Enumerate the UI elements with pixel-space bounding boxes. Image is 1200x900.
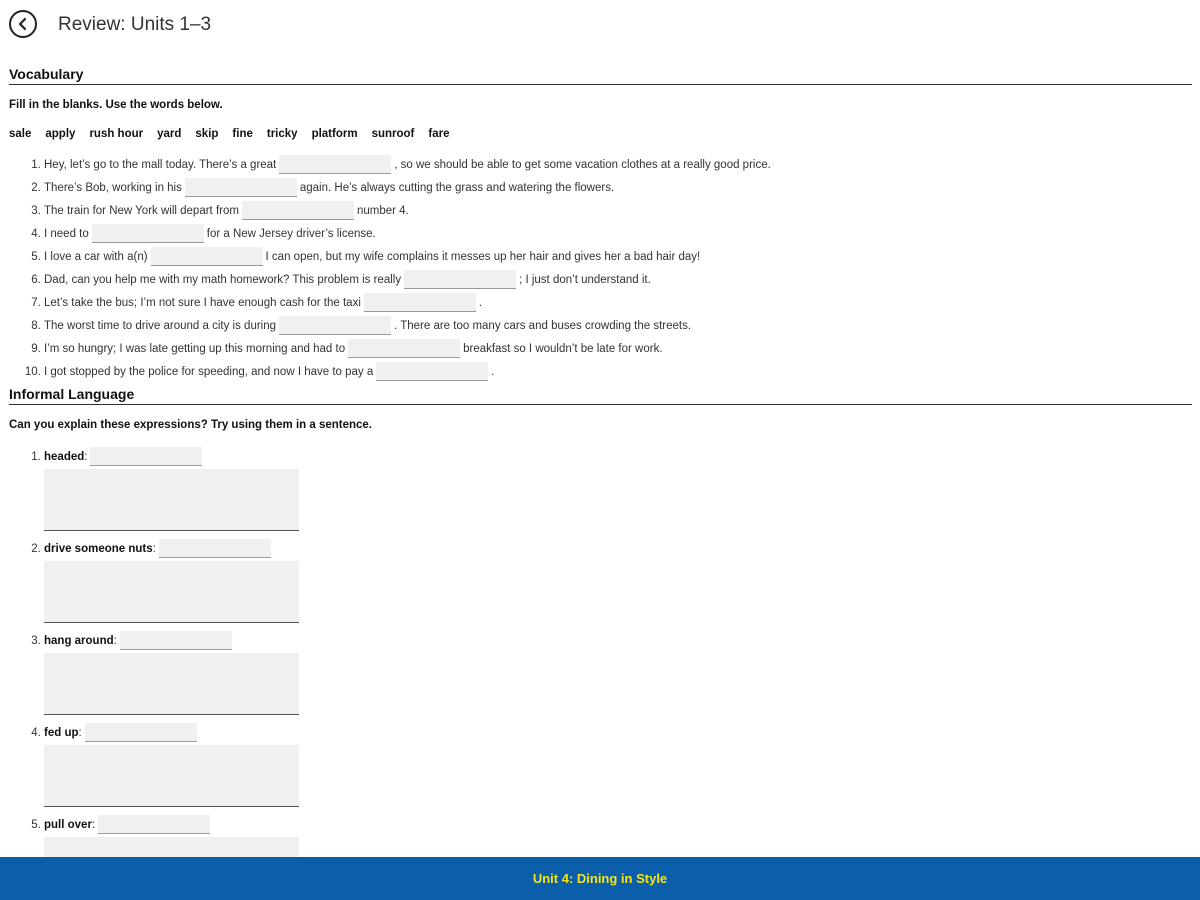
word-bank (9, 128, 1200, 140)
expression-sentence-textarea[interactable] (44, 653, 299, 715)
vocabulary-item (44, 338, 1200, 361)
vocabulary-item (44, 269, 1200, 292)
vocabulary-item (44, 246, 1200, 269)
expression-term: fed up (44, 727, 79, 739)
content-scroll-area[interactable] (0, 52, 1200, 857)
expression-colon: : (84, 451, 88, 463)
sentence-start: I need to (44, 228, 89, 240)
page-title: Review: Units 1–3 (58, 14, 212, 35)
vocabulary-item (44, 315, 1200, 338)
sentence-start: Hey, let’s go to the mall today. There’s a great (44, 159, 277, 171)
vocabulary-item (44, 200, 1200, 223)
expression-sentence-textarea[interactable] (44, 837, 299, 857)
sentence-start: There’s Bob, working in his (44, 182, 182, 194)
word-bank-word: fare (428, 128, 450, 140)
informal-language-instructions: Can you explain these expressions? Try using them in a sentence. (9, 419, 373, 431)
word-bank-word: rush hour (89, 128, 144, 140)
blank-answer-input[interactable] (151, 247, 263, 266)
vocabulary-item (44, 292, 1200, 315)
sentence-end: breakfast so I wouldn’t be late for work. (463, 343, 663, 355)
next-unit-bar[interactable] (0, 857, 1200, 900)
expression-term: drive someone nuts (44, 543, 153, 555)
word-bank-word: sale (9, 128, 32, 140)
blank-answer-input[interactable] (404, 270, 516, 289)
expression-meaning-input[interactable] (159, 539, 271, 558)
blank-answer-input[interactable] (279, 155, 391, 174)
vocabulary-instructions: Fill in the blanks. Use the words below. (9, 99, 223, 111)
word-bank-word: apply (45, 128, 76, 140)
expression-item (44, 537, 1200, 623)
sentence-end: number 4. (356, 205, 409, 217)
expression-meaning-input[interactable] (120, 631, 232, 650)
expression-term: pull over (44, 819, 92, 831)
word-bank-word: skip (195, 128, 219, 140)
blank-answer-input[interactable] (348, 339, 460, 358)
word-bank-word: yard (157, 128, 182, 140)
sentence-end: , so we should be able to get some vacation clothes at a really good price. (394, 159, 771, 171)
blank-answer-input[interactable] (242, 201, 354, 220)
header (0, 0, 1200, 52)
expression-item (44, 721, 1200, 807)
expression-colon: : (91, 819, 96, 831)
word-bank-word: platform (311, 128, 358, 140)
vocabulary-exercise-list (0, 154, 1200, 384)
expression-colon: : (113, 635, 117, 647)
expression-item (44, 813, 1200, 857)
expression-line (44, 721, 1200, 745)
expression-line (44, 445, 1200, 469)
blank-answer-input[interactable] (185, 178, 297, 197)
blank-answer-input[interactable] (279, 316, 391, 335)
word-bank-word: sunroof (371, 128, 415, 140)
vocabulary-heading: Vocabulary (9, 66, 1192, 85)
chevron-left-icon (17, 17, 29, 31)
informal-language-heading: Informal Language (9, 386, 1192, 405)
expression-sentence-textarea[interactable] (44, 561, 299, 623)
expression-term: headed (44, 451, 85, 463)
expression-item (44, 629, 1200, 715)
sentence-end: . There are too many cars and buses crowding the streets. (394, 320, 692, 332)
vocabulary-item (44, 154, 1200, 177)
sentence-end: . (491, 366, 495, 378)
blank-answer-input[interactable] (92, 224, 204, 243)
vocabulary-item (44, 177, 1200, 200)
sentence-end: ; I just don’t understand it. (519, 274, 651, 286)
expression-term: hang around (44, 635, 114, 647)
word-bank-word: tricky (266, 128, 298, 140)
vocabulary-item (44, 361, 1200, 384)
expression-list (0, 445, 1200, 857)
blank-answer-input[interactable] (376, 362, 488, 381)
sentence-start: Let’s take the bus; I’m not sure I have enough cash for the taxi (44, 297, 361, 309)
sentence-end: for a New Jersey driver’s license. (206, 228, 376, 240)
next-unit-label: Unit 4: Dining in Style (532, 871, 668, 886)
expression-meaning-input[interactable] (90, 447, 202, 466)
expression-meaning-input[interactable] (98, 815, 210, 834)
sentence-end: I can open, but my wife complains it messes up her hair and gives her a bad hair day! (265, 251, 701, 263)
expression-line (44, 813, 1200, 837)
expression-sentence-textarea[interactable] (44, 745, 299, 807)
sentence-end: again. He’s always cutting the grass and watering the flowers. (299, 182, 615, 194)
sentence-end: . (478, 297, 483, 309)
expression-item (44, 445, 1200, 531)
sentence-start: I got stopped by the police for speeding, and now I have to pay a (44, 366, 374, 378)
sentence-start: I love a car with a(n) (44, 251, 148, 263)
expression-sentence-textarea[interactable] (44, 469, 299, 531)
sentence-start: The train for New York will depart from (44, 205, 239, 217)
sentence-start: Dad, can you help me with my math homework? This problem is really (44, 274, 402, 286)
vocabulary-item (44, 223, 1200, 246)
sentence-start: The worst time to drive around a city is during (44, 320, 277, 332)
word-bank-word: fine (232, 128, 253, 140)
expression-colon: : (152, 543, 156, 555)
expression-meaning-input[interactable] (85, 723, 197, 742)
expression-line (44, 537, 1200, 561)
sentence-start: I’m so hungry; I was late getting up this morning and had to (44, 343, 346, 355)
back-button[interactable] (9, 10, 37, 38)
expression-line (44, 629, 1200, 653)
expression-colon: : (78, 727, 82, 739)
blank-answer-input[interactable] (364, 293, 476, 312)
